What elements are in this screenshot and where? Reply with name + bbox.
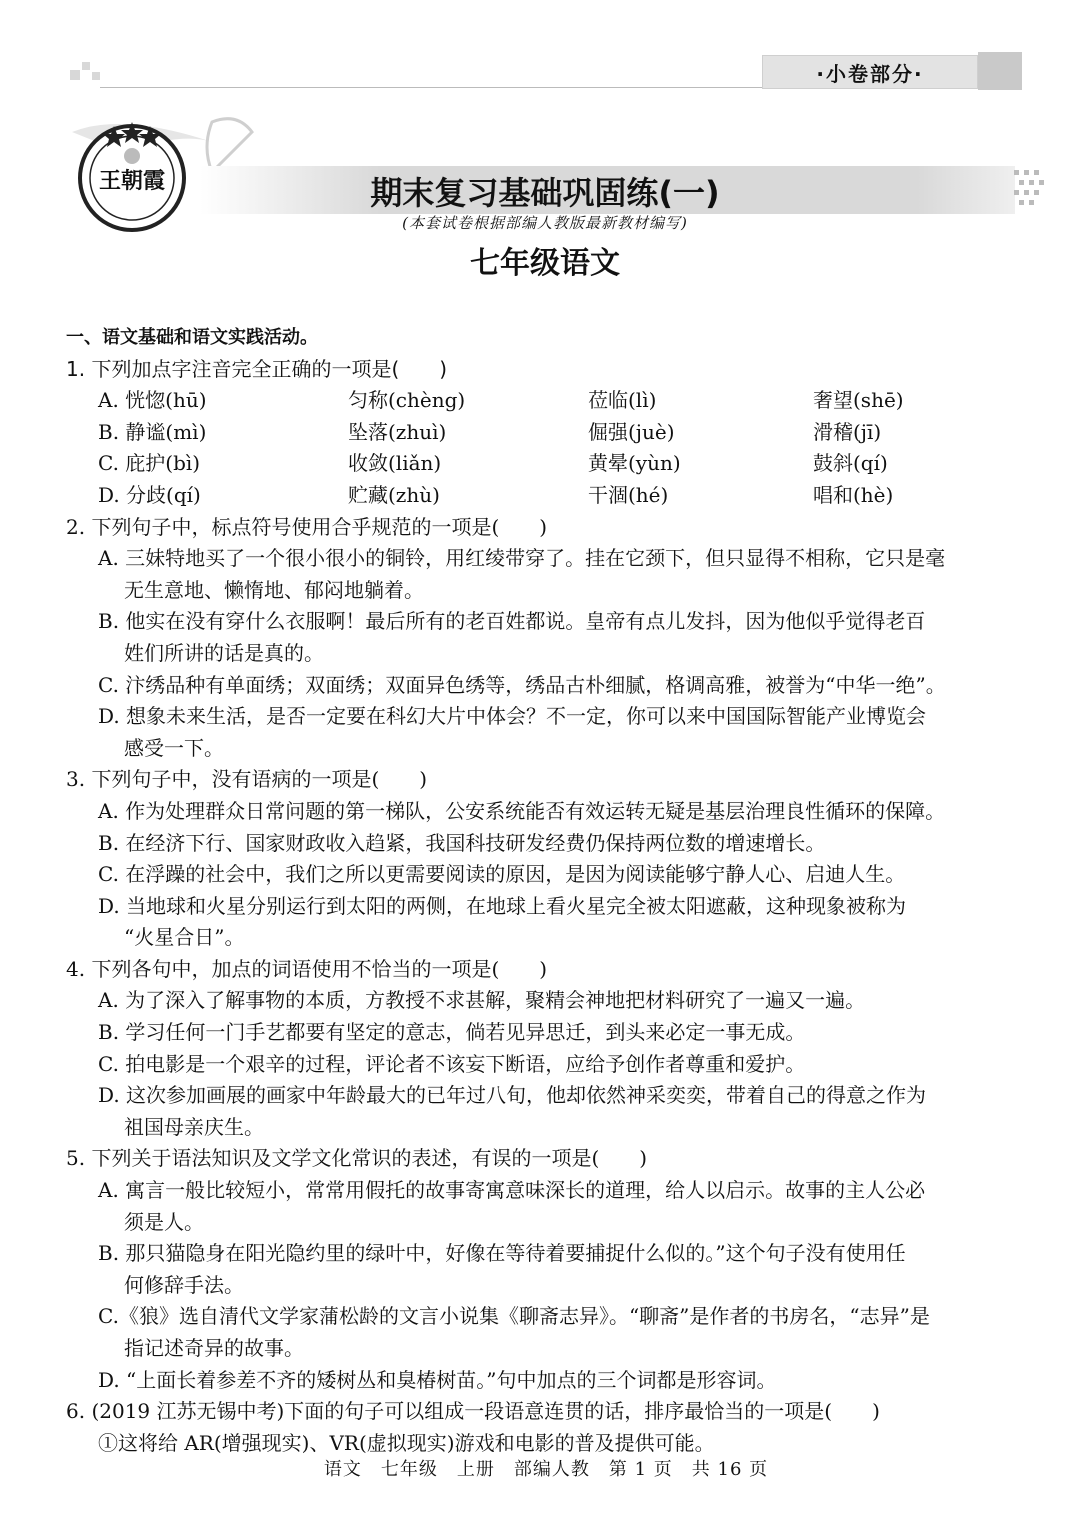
option-line: D. 这次参加画展的画家中年龄最大的已年过八旬，他却依然神采奕奕，带着自己的得意之作为: [98, 1083, 927, 1108]
question-3-stem: 3. 下列句子中，没有语病的一项是( ): [66, 767, 428, 792]
option-cell: D. 分歧(qí): [98, 482, 201, 507]
option-cell: 黄晕(yùn): [588, 451, 681, 476]
option-cell: 鼓斜(qí): [813, 451, 888, 476]
option-continuation: “火星合日”。: [124, 925, 245, 950]
option-cell: 莅临(lì): [588, 388, 657, 413]
question-5-stem: 5. 下列关于语法知识及文学文化常识的表述，有误的一项是( ): [66, 1146, 648, 1171]
corner-square: [82, 62, 90, 70]
question-1-row-c: [66, 448, 1032, 480]
option-line: A. 为了深入了解事物的本质，方教授不求甚解，聚精会神地把材料研究了一遍又一遍。: [98, 988, 866, 1013]
option-line: C. 在浮躁的社会中，我们之所以更需要阅读的原因，是因为阅读能够宁静人心、启迪人生。: [98, 862, 906, 887]
question-1-row-b: [66, 417, 1032, 449]
option-line: C. 拍电影是一个艰辛的过程，评论者不该妄下断语，应给予创作者尊重和爱护。: [98, 1051, 806, 1076]
option-line: D. 当地球和火星分别运行到太阳的两侧，在地球上看火星完全被太阳遮蔽，这种现象被称为: [98, 893, 907, 918]
option-line: B. 他实在没有穿什么衣服啊！最后所有的老百姓都说。皇帝有点儿发抖，因为他似乎觉得老百: [98, 609, 926, 634]
option-cell: 坠落(zhuì): [348, 419, 447, 444]
option-continuation: 祖国母亲庆生。: [124, 1114, 264, 1139]
dot-pattern: [1012, 166, 1052, 216]
page-footer: 语文 七年级 上册 部编人教 第 1 页 共 16 页: [323, 1459, 769, 1480]
option-continuation: 感受一下。: [124, 735, 224, 760]
corner-square: [92, 72, 100, 80]
option-line: ①这将给 AR(增强现实)、VR(虚拟现实)游戏和电影的普及提供可能。: [98, 1430, 715, 1455]
option-continuation: 何修辞手法。: [124, 1272, 244, 1297]
option-cell: 干涸(hé): [588, 482, 669, 507]
title-note: (本套试卷根据部编人教版最新教材编写): [402, 214, 688, 232]
option-line: D. 想象未来生活，是否一定要在科幻大片中体会？不一定，你可以来中国国际智能产业博览会: [98, 704, 927, 729]
option-line: B. 学习任何一门手艺都要有坚定的意志，倘若见异思迁，到头来必定一事无成。: [98, 1020, 806, 1045]
option-cell: A. 恍惚(hū): [98, 388, 207, 413]
question-1-row-a: [66, 385, 1032, 417]
question-4-stem: 4. 下列各句中，加点的词语使用不恰当的一项是( ): [66, 956, 548, 981]
option-line: A. 作为处理群众日常问题的第一梯队，公安系统能否有效运转无疑是基层治理良性循环的保障。: [98, 798, 946, 823]
option-cell: 贮藏(zhù): [348, 482, 440, 507]
option-cell: C. 庇护(bì): [98, 451, 201, 476]
question-6-stem: 6. (2019 江苏无锡中考)下面的句子可以组成一段语意连贯的话，排序最恰当的一项是( ): [66, 1399, 880, 1424]
question-2-stem: 2. 下列句子中，标点符号使用合乎规范的一项是( ): [66, 514, 548, 539]
option-continuation: 姓们所讲的话是真的。: [124, 640, 324, 665]
section-tag-edge: [978, 52, 1022, 90]
option-line: C. 汴绣品种有单面绣；双面绣；双面异色绣等，绣品古朴细腻，格调高雅，被誉为“中华一绝”。: [98, 672, 946, 697]
option-cell: 倔强(juè): [588, 419, 675, 444]
option-cell: 收敛(liǎn): [348, 451, 442, 476]
option-continuation: 指记述奇异的故事。: [124, 1336, 304, 1360]
section-heading: 一、语文基础和语文实践活动。: [66, 327, 318, 348]
option-line: C.《狼》选自清代文学家蒲松龄的文言小说集《聊斋志异》。“聊斋”是作者的书房名，“志异”是: [98, 1304, 930, 1329]
option-cell: 奢望(shē): [813, 388, 904, 413]
option-line: A. 寓言一般比较短小，常常用假托的故事寄寓意味深长的道理，给人以启示。故事的主人公必: [98, 1178, 926, 1203]
option-cell: B. 静谧(mì): [98, 419, 207, 444]
grade-title: 七年级语文: [470, 246, 620, 281]
option-cell: 唱和(hè): [813, 482, 894, 507]
section-tag: ·小卷部分·: [762, 55, 978, 89]
corner-square: [70, 70, 80, 80]
logo-text: 王朝霞: [98, 168, 166, 194]
option-line: A. 三妹特地买了一个很小很小的铜铃，用红绫带穿了。挂在它颈下，但只显得不相称，它只是毫: [98, 546, 946, 571]
question-1-stem: 1. 下列加点字注音完全正确的一项是( ): [66, 356, 448, 381]
question-content: [66, 322, 1032, 1459]
option-continuation: 须是人。: [124, 1209, 204, 1234]
question-1-row-d: [66, 480, 1032, 512]
option-line: B. 在经济下行、国家财政收入趋紧，我国科技研发经费仍保持两位数的增速增长。: [98, 830, 826, 855]
option-continuation: 无生意地、懒惰地、郁闷地躺着。: [124, 577, 424, 602]
option-cell: 滑稽(jī): [813, 419, 882, 444]
option-line: B. 那只猫隐身在阳光隐约里的绿叶中，好像在等待着要捕捉什么似的。”这个句子没有使用任: [98, 1241, 906, 1266]
page-title: 期末复习基础巩固练(一): [370, 174, 720, 212]
option-line: D. “上面长着参差不齐的矮树丛和臭椿树苗。”句中加点的三个词都是形容词。: [98, 1367, 777, 1392]
option-cell: 匀称(chèng): [348, 388, 466, 413]
